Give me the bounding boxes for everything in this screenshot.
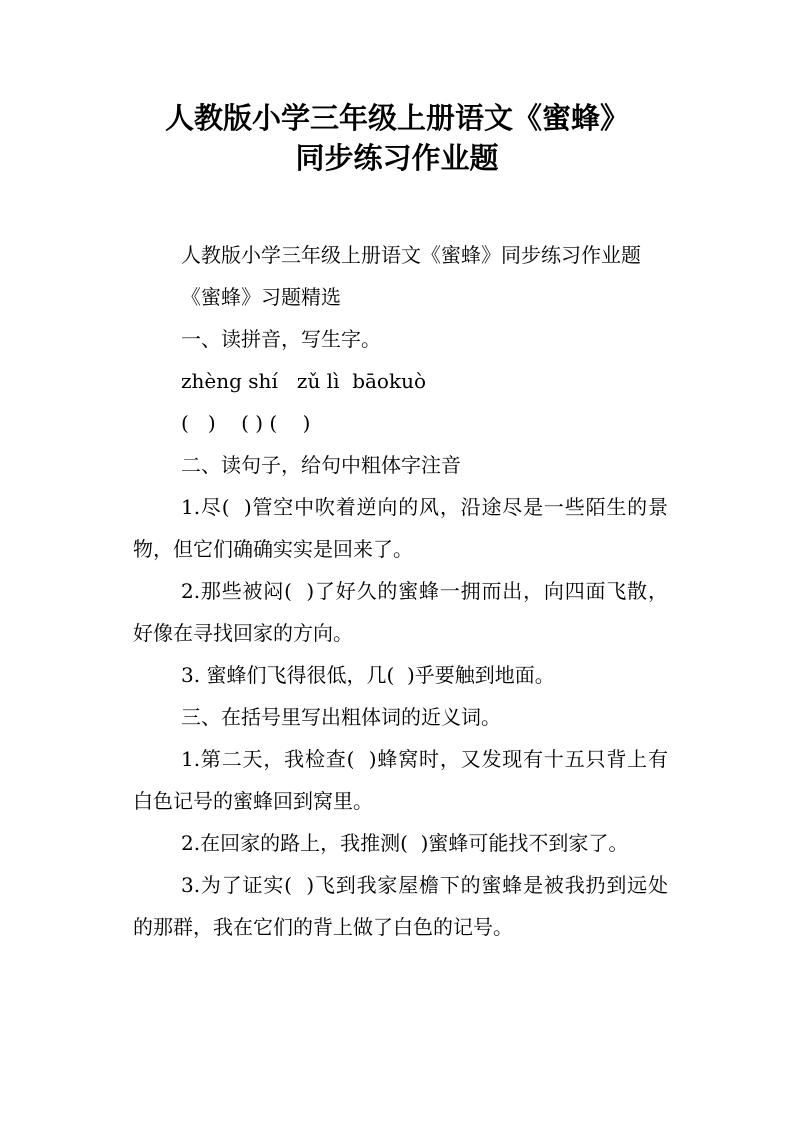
intro-paragraph: 人教版小学三年级上册语文《蜜蜂》同步练习作业题 [181,243,641,267]
title-line-1: 人教版小学三年级上册语文《蜜蜂》 [164,101,629,135]
title-line-2: 同步练习作业题 [295,141,499,175]
question-item: 3.为了证实( )飞到我家屋檐下的蜜蜂是被我扔到远处的那群，我在它们的背上做了白色的记号。 [133,873,668,939]
section-heading: 《蜜蜂》习题精选 [181,285,341,309]
document-title [0,98,794,178]
question-item: 2.在回家的路上，我推测( )蜜蜂可能找不到家了。 [181,831,629,855]
question-item: 2.那些被闷( )了好久的蜜蜂一拥而出，向四面飞散，好像在寻找回家的方向。 [133,579,668,645]
document-body [133,234,668,948]
question-item: 3. 蜜蜂们飞得很低，几( )乎要触到地面。 [181,663,555,687]
question-item: 1.尽( )管空中吹着逆向的风，沿途尽是一些陌生的景物，但它们确确实实是回来了。 [133,495,668,561]
pinyin-line: zhèng shí zǔ lì bāokuò [181,369,426,393]
question-heading-2: 二、读句子，给句中粗体字注音 [181,453,461,477]
answer-blanks: ( ) ( ) ( ) [181,411,311,435]
question-heading-1: 一、读拼音，写生字。 [181,327,381,351]
question-item: 1.第二天，我检查( )蜂窝时，又发现有十五只背上有白色记号的蜜蜂回到窝里。 [133,747,668,813]
question-heading-3: 三、在括号里写出粗体词的近义词。 [181,705,501,729]
